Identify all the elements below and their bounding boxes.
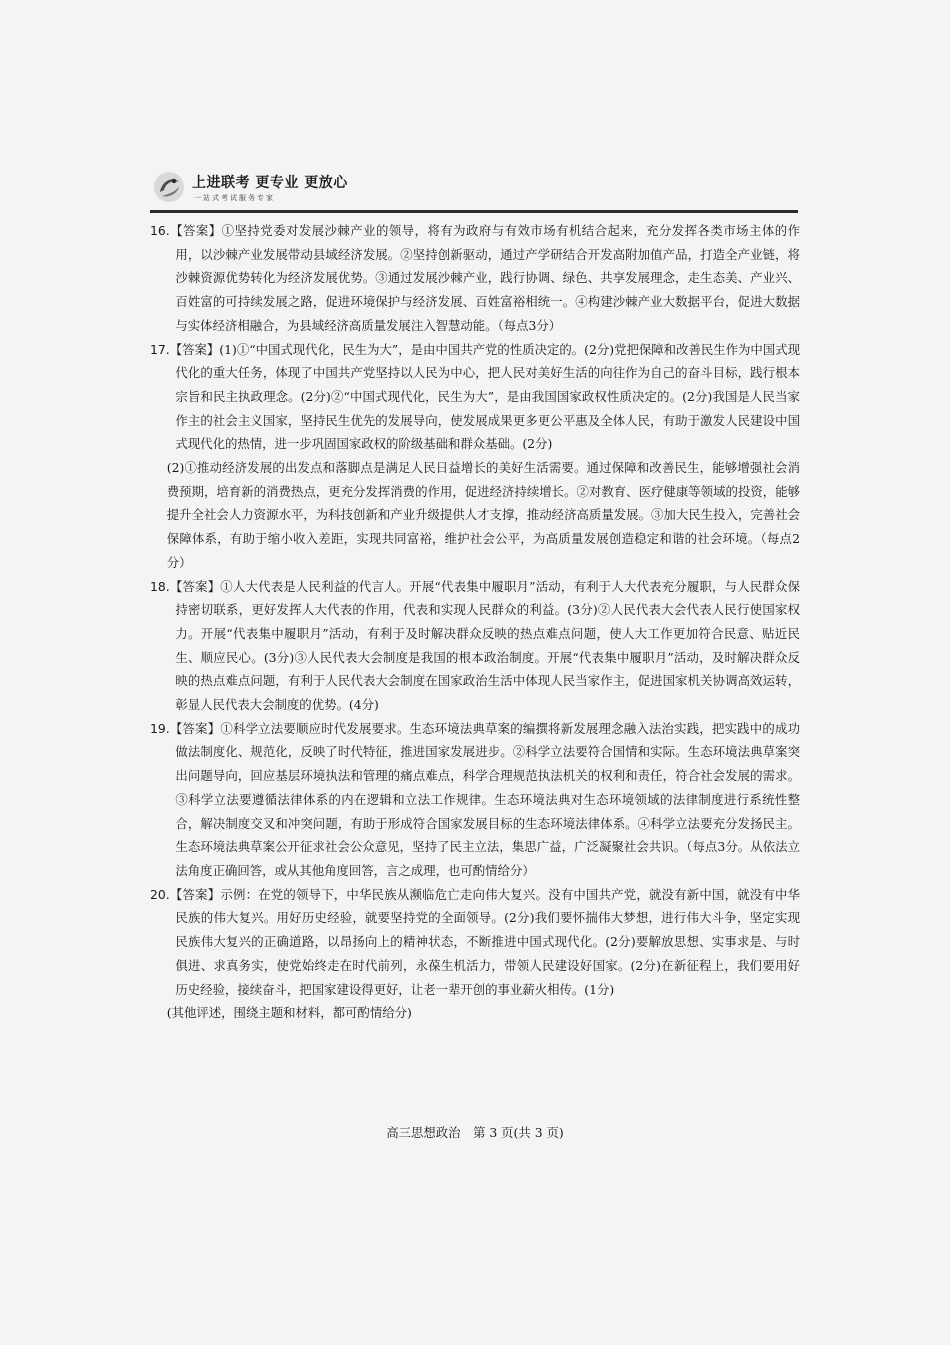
header-divider — [150, 210, 798, 213]
answer-18 — [150, 575, 800, 717]
question-number: 17. — [150, 341, 170, 357]
logo-swirl-icon — [152, 170, 186, 204]
answer-paragraph — [150, 338, 800, 457]
answer-paragraph — [150, 717, 800, 883]
header — [150, 168, 798, 212]
answer-text: 【答案】(1)①“中国式现代化，民生为大”，是由中国共产党的性质决定的。(2分)党把保障和改善民生作为中国式现代化的重大任务，体现了中国共产党坚持以人民为中心，把人民对美好生活的向往作为自己的奋斗目标，践行根本宗旨和民主执政理念。(2分)②“中国式现代化，民生为大”，是由我国国家政权性质决定的。(2分)我国是人民当家作主的社会主义国家，坚持民生优先的发展导向，使发展成果更多更公平惠及全体人民，有助于激发人民建设中国式现代化的热情，进一步巩固国家政权的阶级基础和群众基础。(2分) — [169, 341, 800, 452]
question-number: 16. — [150, 223, 170, 238]
answer-text: 【答案】①科学立法要顺应时代发展要求。生态环境法典草案的编撰将新发展理念融入法治实践，把实践中的成功做法制度化、规范化，反映了时代特征，推进国家发展进步。②科学立法要符合国情和实际。生态环境法典草案突出问题导向，回应基层环境执法和管理的痛点难点，科学合理规范执法机关的权利和责任，符合社会发展的需求。③科学立法要遵循法律体系的内在逻辑和立法工作规律。生态环境法典对生态环境领域的法律制度进行系统性整合，解决制度交叉和冲突问题，有助于形成符合国家发展目标的生态环境法律体系。④科学立法要充分发扬民主。生态环境法典草案公开征求社会公众意见，坚持了民主立法，集思广益，广泛凝聚社会共识。（每点3分。从依法立法角度正确回答，或从其他角度回答，言之成理，也可酌情给分） — [169, 720, 800, 878]
brand-subtitle: 一站式考试服务专家 — [194, 194, 275, 202]
question-number: 20. — [150, 886, 170, 902]
question-number: 19. — [150, 720, 170, 736]
answer-text: 【答案】示例：在党的领导下，中华民族从濒临危亡走向伟大复兴。没有中国共产党，就没有新中国，就没有中华民族的伟大复兴。用好历史经验，就要坚持党的全面领导。(2分)我们要怀揣伟大梦想，进行伟大斗争，坚定实现民族伟大复兴的正确道路，以昂扬向上的精神状态，不断推进中国式现代化。(2分)要解放思想、实事求是、与时俱进、求真务实，使党始终走在时代前列，永葆生机活力，带领人民建设好国家。(2分)在新征程上，我们要用好历史经验，接续奋斗，把国家建设得更好，让老一辈开创的事业薪火相传。(1分) — [169, 886, 800, 997]
answer-paragraph — [150, 575, 800, 717]
answer-17 — [150, 338, 800, 575]
answers-body — [150, 219, 800, 1025]
answer-text: 【答案】①人大代表是人民利益的代言人。开展“代表集中履职月”活动，有利于人大代表充分履职，与人民群众保持密切联系，更好发挥人大代表的作用，代表和实现人民群众的利益。(3分)②人民代表大会代表人民行使国家权力。开展“代表集中履职月”活动，有利于及时解决群众反映的热点难点问题，使人大工作更加符合民意、贴近民生、顺应民心。(3分)③人民代表大会制度是我国的根本政治制度。开展“代表集中履职月”活动，及时解决群众反映的热点难点问题，有利于人民代表大会制度在国家政治生活中体现人民当家作主，促进国家机关协调高效运转，彰显人民代表大会制度的优势。(4分) — [169, 578, 800, 713]
grading-note: (其他评述，围绕主题和材料，都可酌情给分) — [166, 1005, 412, 1021]
answer-16 — [150, 219, 800, 338]
answer-text: 【答案】①坚持党委对发展沙棘产业的领导，将有为政府与有效市场有机结合起来，充分发挥各类市场主体的作用，以沙棘产业发展带动县域经济发展。②坚持创新驱动，通过产学研结合开发高附加值产品，打造全产业链，将沙棘资源优势转化为经济发展优势。③通过发展沙棘产业，践行协调、绿色、共享发展理念，走生态美、产业兴、百姓富的可持续发展之路，促进环境保护与经济发展、百姓富裕相统一。④构建沙棘产业大数据平台，促进大数据与实体经济相融合，为县域经济高质量发展注入智慧动能。（每点3分） — [169, 223, 800, 333]
faint-watermark: ​ — [34, 640, 46, 696]
answer-19 — [150, 717, 800, 883]
question-number: 18. — [150, 578, 170, 594]
brand-slogan: 上进联考 更专业 更放心 — [192, 175, 348, 191]
answer-paragraph — [150, 883, 800, 1002]
answer-20 — [150, 883, 800, 1025]
answer-subpart: (2)①推动经济发展的出发点和落脚点是满足人民日益增长的美好生活需要。通过保障和改善民生，能够增强社会消费预期，培育新的消费热点，更充分发挥消费的作用，促进经济持续增长。②对教育、医疗健康等领域的投资，能够提升全社会人力资源水平，为科技创新和产业升级提供人才支撑，推动经济高质量发展。③加大民生投入，完善社会保障体系，有助于缩小收入差距，实现共同富裕，维护社会公平，为高质量发展创造稳定和谐的社会环境。（每点2分） — [166, 460, 800, 570]
answer-paragraph — [150, 219, 800, 338]
page-footer: 高三思想政治 第 3 页(共 3 页) — [386, 1125, 564, 1140]
